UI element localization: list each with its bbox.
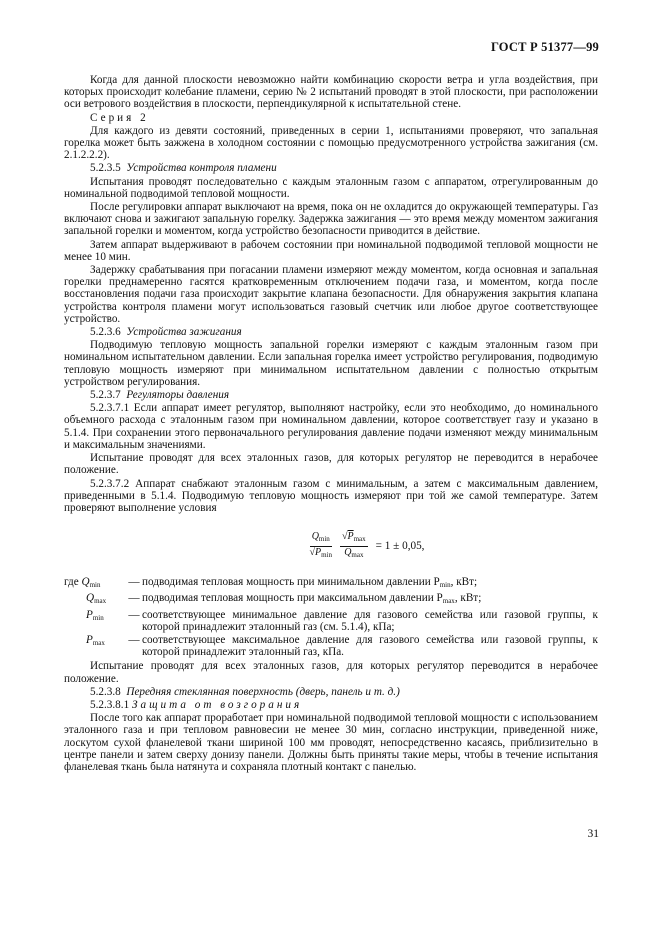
definitions-list (64, 576, 598, 658)
paragraph: Когда для данной плоскости невозможно найти комбинацию скорости ветра и угла воздействия, при которых происходит колебание пламени, серию № 2 испытаний проводят в этой плоскости, при расположении оси ветрового воздействия в плоскости, перпендикулярной к испытательной стене. (64, 74, 598, 111)
paragraph: 5.2.3.7.1 Если аппарат имеет регулятор, выполняют настройку, если это необходимо, до номинального объемного расхода с эталонным газом при номинальном давлении, которое соответствует газу и указано в 5.1.4. При сохранении этого первоначального регулирования давление подачи изменяют между минимальным и максимальным значениями. (64, 402, 598, 451)
paragraph: Для каждого из девяти состояний, приведенных в серии 1, испытаниями проверяют, что запальная горелка может быть зажжена в холодном состоянии с помощью предусмотренного устройства зажигания (см. 2.1.2.2.2). (64, 124, 598, 162)
formula-rhs: = 1 ± 0,05, (375, 540, 425, 552)
section-heading-5235: 5.2.3.5 Устройства контроля пламени (90, 162, 277, 175)
paragraph: Затем аппарат выдерживают в рабочем состоянии при номинальной подводимой тепловой мощности не менее 10 мин. (64, 238, 598, 263)
paragraph: Подводимую тепловую мощность запальной горелки измеряют с каждым эталонным газом при номинальном испытательном давлении. Если запальная горелка имеет устройство регулирования, подводимую тепловую мощность измеряют при минимальном испытательном давлении с полностью открытым устройством регулирования. (64, 339, 598, 388)
section-heading-5238: 5.2.3.8 Передняя стеклянная поверхность (дверь, панель и т. д.) (90, 685, 400, 698)
document-header: ГОСТ Р 51377—99 (490, 40, 599, 54)
paragraph: Испытания проводят последовательно с каждым эталонным газом с аппаратом, отрегулированным до номинальной подводимой тепловой мощности. (64, 175, 598, 200)
definition-item: $P_{min}$ — соответствующее минимальное давление для газового семейства или газовой группы, к которой принадлежит эталонный газ (см. 5.1.4), кПа; (86, 608, 598, 633)
section-heading-5237: 5.2.3.7 Регуляторы давления (90, 389, 230, 402)
formula (134, 524, 598, 568)
paragraph: После регулировки аппарат выключают на время, пока он не охладится до окружающей температуры. Газ включают снова и зажигают запальную горелку. Задержка зажигания — это время между моментом зажигания запальной горелки и моментом, когда устройство безопасности приводится в действие. (64, 201, 598, 238)
series-heading: Серия 2 (90, 111, 149, 124)
document-body (64, 74, 598, 774)
paragraph: 5.2.3.7.2 Аппарат снабжают эталонным газом с минимальным, а затем с максимальным давлением, приведенными в 5.1.4. Подводимую тепловую мощность измеряют при той же самой температуре. Затем проверяют выполнение условия (64, 477, 598, 514)
paragraph: После того как аппарат проработает при номинальной подводимой тепловой мощности с использованием эталонного газа и при тепловом равновесии не менее 30 мин, согласно инструкции, приведенной ниже, лоскутом сухой фланелевой ткани шириной 100 мм проводят, непосредственно касаясь, приблизительно в центре панели и затем сверху донизу панели. Должны быть приняты такие меры, чтобы в течение испытания фланелевая ткань была натянута и сохраняла плотный контакт с панелью. (64, 712, 598, 773)
definition-item: где $Q_{min}$ — подводимая тепловая мощность при минимальном давлении $P_{min}$, кВт; (64, 576, 478, 590)
section-heading-52381: 5.2.3.8.1 Защита от возгорания (90, 698, 303, 711)
paragraph: Испытание проводят для всех эталонных газов, для которых регулятор не переводится в нерабочее положение. (64, 452, 598, 477)
formula-fraction-2: $\frac{√P_{max}}{Q_{max}}$ (342, 531, 366, 559)
paragraph: Испытание проводят для всех эталонных газов, для которых регулятор переводится в нерабочее положение. (64, 660, 598, 685)
definition-item: $P_{max}$ — соответствующее максимальное давление для газового семейства или газовой группы, к которой принадлежит эталонный газ, кПа. (86, 633, 598, 659)
section-heading-5236: 5.2.3.6 Устройства зажигания (90, 326, 242, 339)
page-number: 31 (587, 828, 599, 840)
definition-item: $Q_{max}$ — подводимая тепловая мощность при максимальном давлении $P_{max}$, кВт; (86, 592, 482, 606)
formula-fraction-1: $\frac{Q_{min}}{√P_{min}}$ (309, 531, 332, 559)
paragraph: Задержку срабатывания при погасании пламени измеряют между моментом, когда основная и запальная горелки преднамеренно гасятся кратковременным отключением подачи газа, и моментом, когда после восстановления подачи газа происходит закрытие клапана безопасности. Для обнаружения закрытия клапана устройства контроля пламени могут использоваться газовый счетчик или любое другое соответствующее устройство. (64, 264, 598, 325)
